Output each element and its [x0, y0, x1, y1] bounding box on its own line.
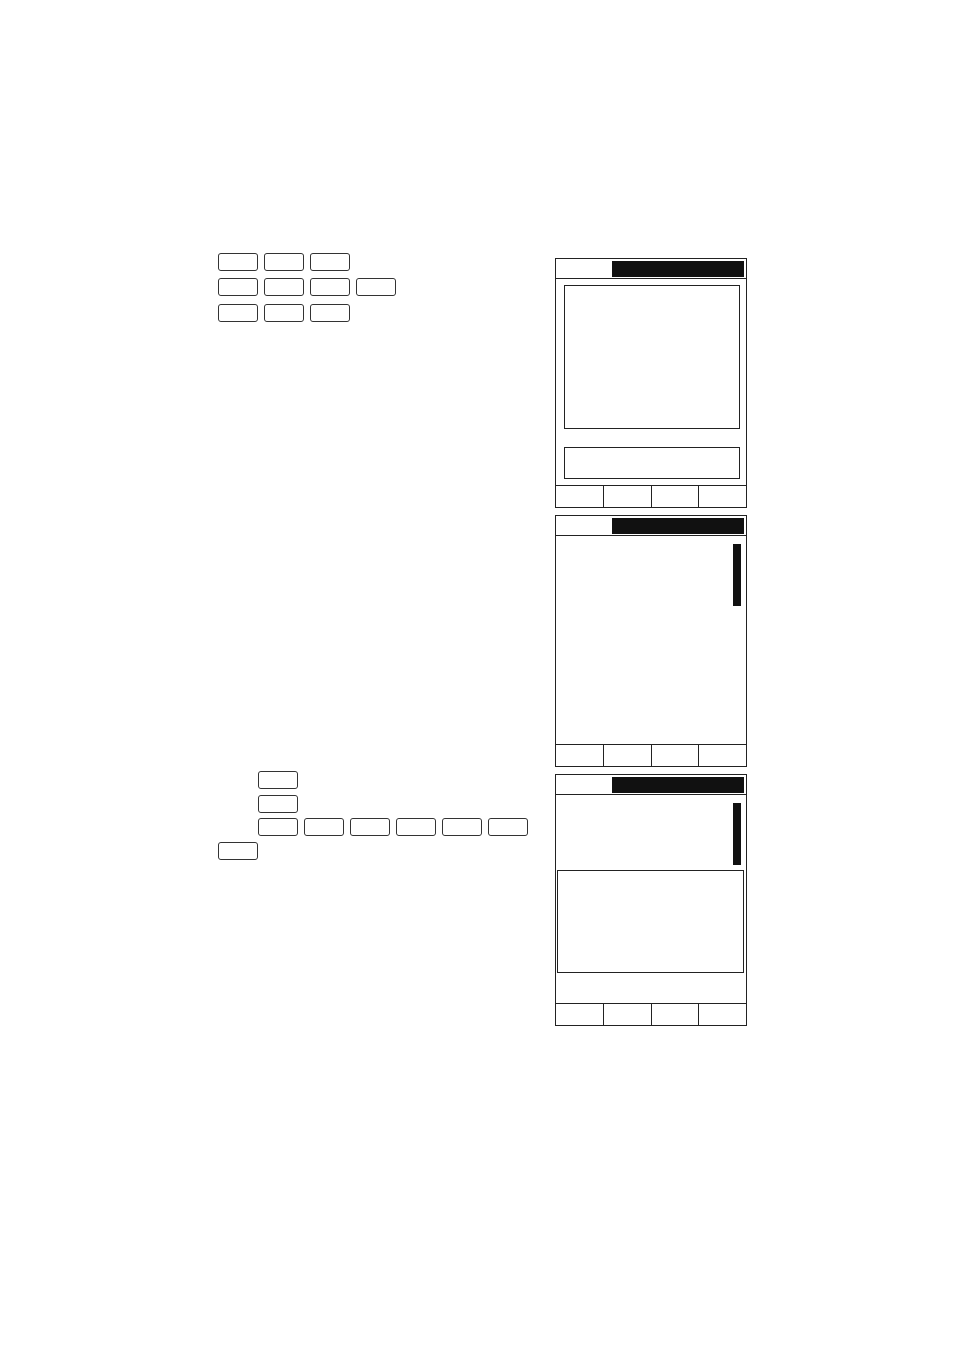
screen-title — [612, 777, 744, 793]
manual-log-key — [264, 253, 304, 271]
help-message-box — [564, 447, 740, 479]
setup-key — [258, 818, 298, 836]
ise-method-report-key — [310, 253, 350, 271]
view-key — [310, 304, 350, 322]
shift-axes-key — [258, 795, 298, 813]
lcd-header — [556, 259, 746, 279]
zoom-ph-key — [350, 818, 390, 836]
view-graph-key — [258, 771, 298, 789]
graph-plot — [558, 885, 743, 965]
graph-view-panel — [557, 870, 744, 973]
right-softkey[interactable] — [699, 1004, 746, 1025]
bullet-escape — [199, 843, 535, 865]
subbullet-zoom — [199, 819, 535, 841]
zoom-rel-mv-key — [442, 818, 482, 836]
bullet-filter-lots — [199, 278, 535, 300]
softkey-bar — [556, 1003, 746, 1025]
ise-key — [356, 278, 396, 296]
lcd-log-report — [555, 515, 747, 767]
instructions-column — [199, 253, 535, 329]
down-arrow-key — [264, 304, 304, 322]
zoom-time-key — [304, 818, 344, 836]
subbullet-view-graph — [199, 772, 535, 794]
note-section — [199, 770, 535, 864]
lcd-header — [556, 775, 746, 795]
down-softkey[interactable] — [699, 486, 746, 507]
mode-key — [218, 278, 258, 296]
zoom-ion-key — [488, 818, 528, 836]
mv-key — [310, 278, 350, 296]
escape-softkey[interactable] — [556, 1004, 604, 1025]
up-arrow-key — [218, 304, 258, 322]
zoom-mv-key — [396, 818, 436, 836]
escape-softkey[interactable] — [556, 745, 604, 766]
report-body — [564, 542, 740, 556]
up-softkey[interactable] — [652, 486, 700, 507]
view-graph-softkey[interactable] — [604, 745, 652, 766]
escape-key — [218, 842, 258, 860]
scrollbar[interactable] — [733, 803, 741, 865]
bullet-select-report — [199, 253, 535, 275]
subbullet-shift-axes — [199, 796, 535, 818]
softkey-bar — [556, 485, 746, 507]
escape-softkey[interactable] — [556, 486, 604, 507]
view-softkey[interactable] — [604, 486, 652, 507]
lcd-log-report-graph — [555, 774, 747, 1026]
automatic-log-key — [218, 253, 258, 271]
screen-title — [612, 518, 744, 534]
screen-title — [612, 261, 744, 277]
up-softkey[interactable] — [652, 745, 700, 766]
lcd-auto-log-recall — [555, 258, 747, 508]
lcd-header — [556, 516, 746, 536]
shift-axes-softkey[interactable] — [604, 1004, 652, 1025]
bullet-select-lot — [199, 304, 535, 326]
lot-list — [564, 285, 740, 429]
ph-key — [264, 278, 304, 296]
left-softkey[interactable] — [652, 1004, 700, 1025]
softkey-bar — [556, 744, 746, 766]
down-softkey[interactable] — [699, 745, 746, 766]
